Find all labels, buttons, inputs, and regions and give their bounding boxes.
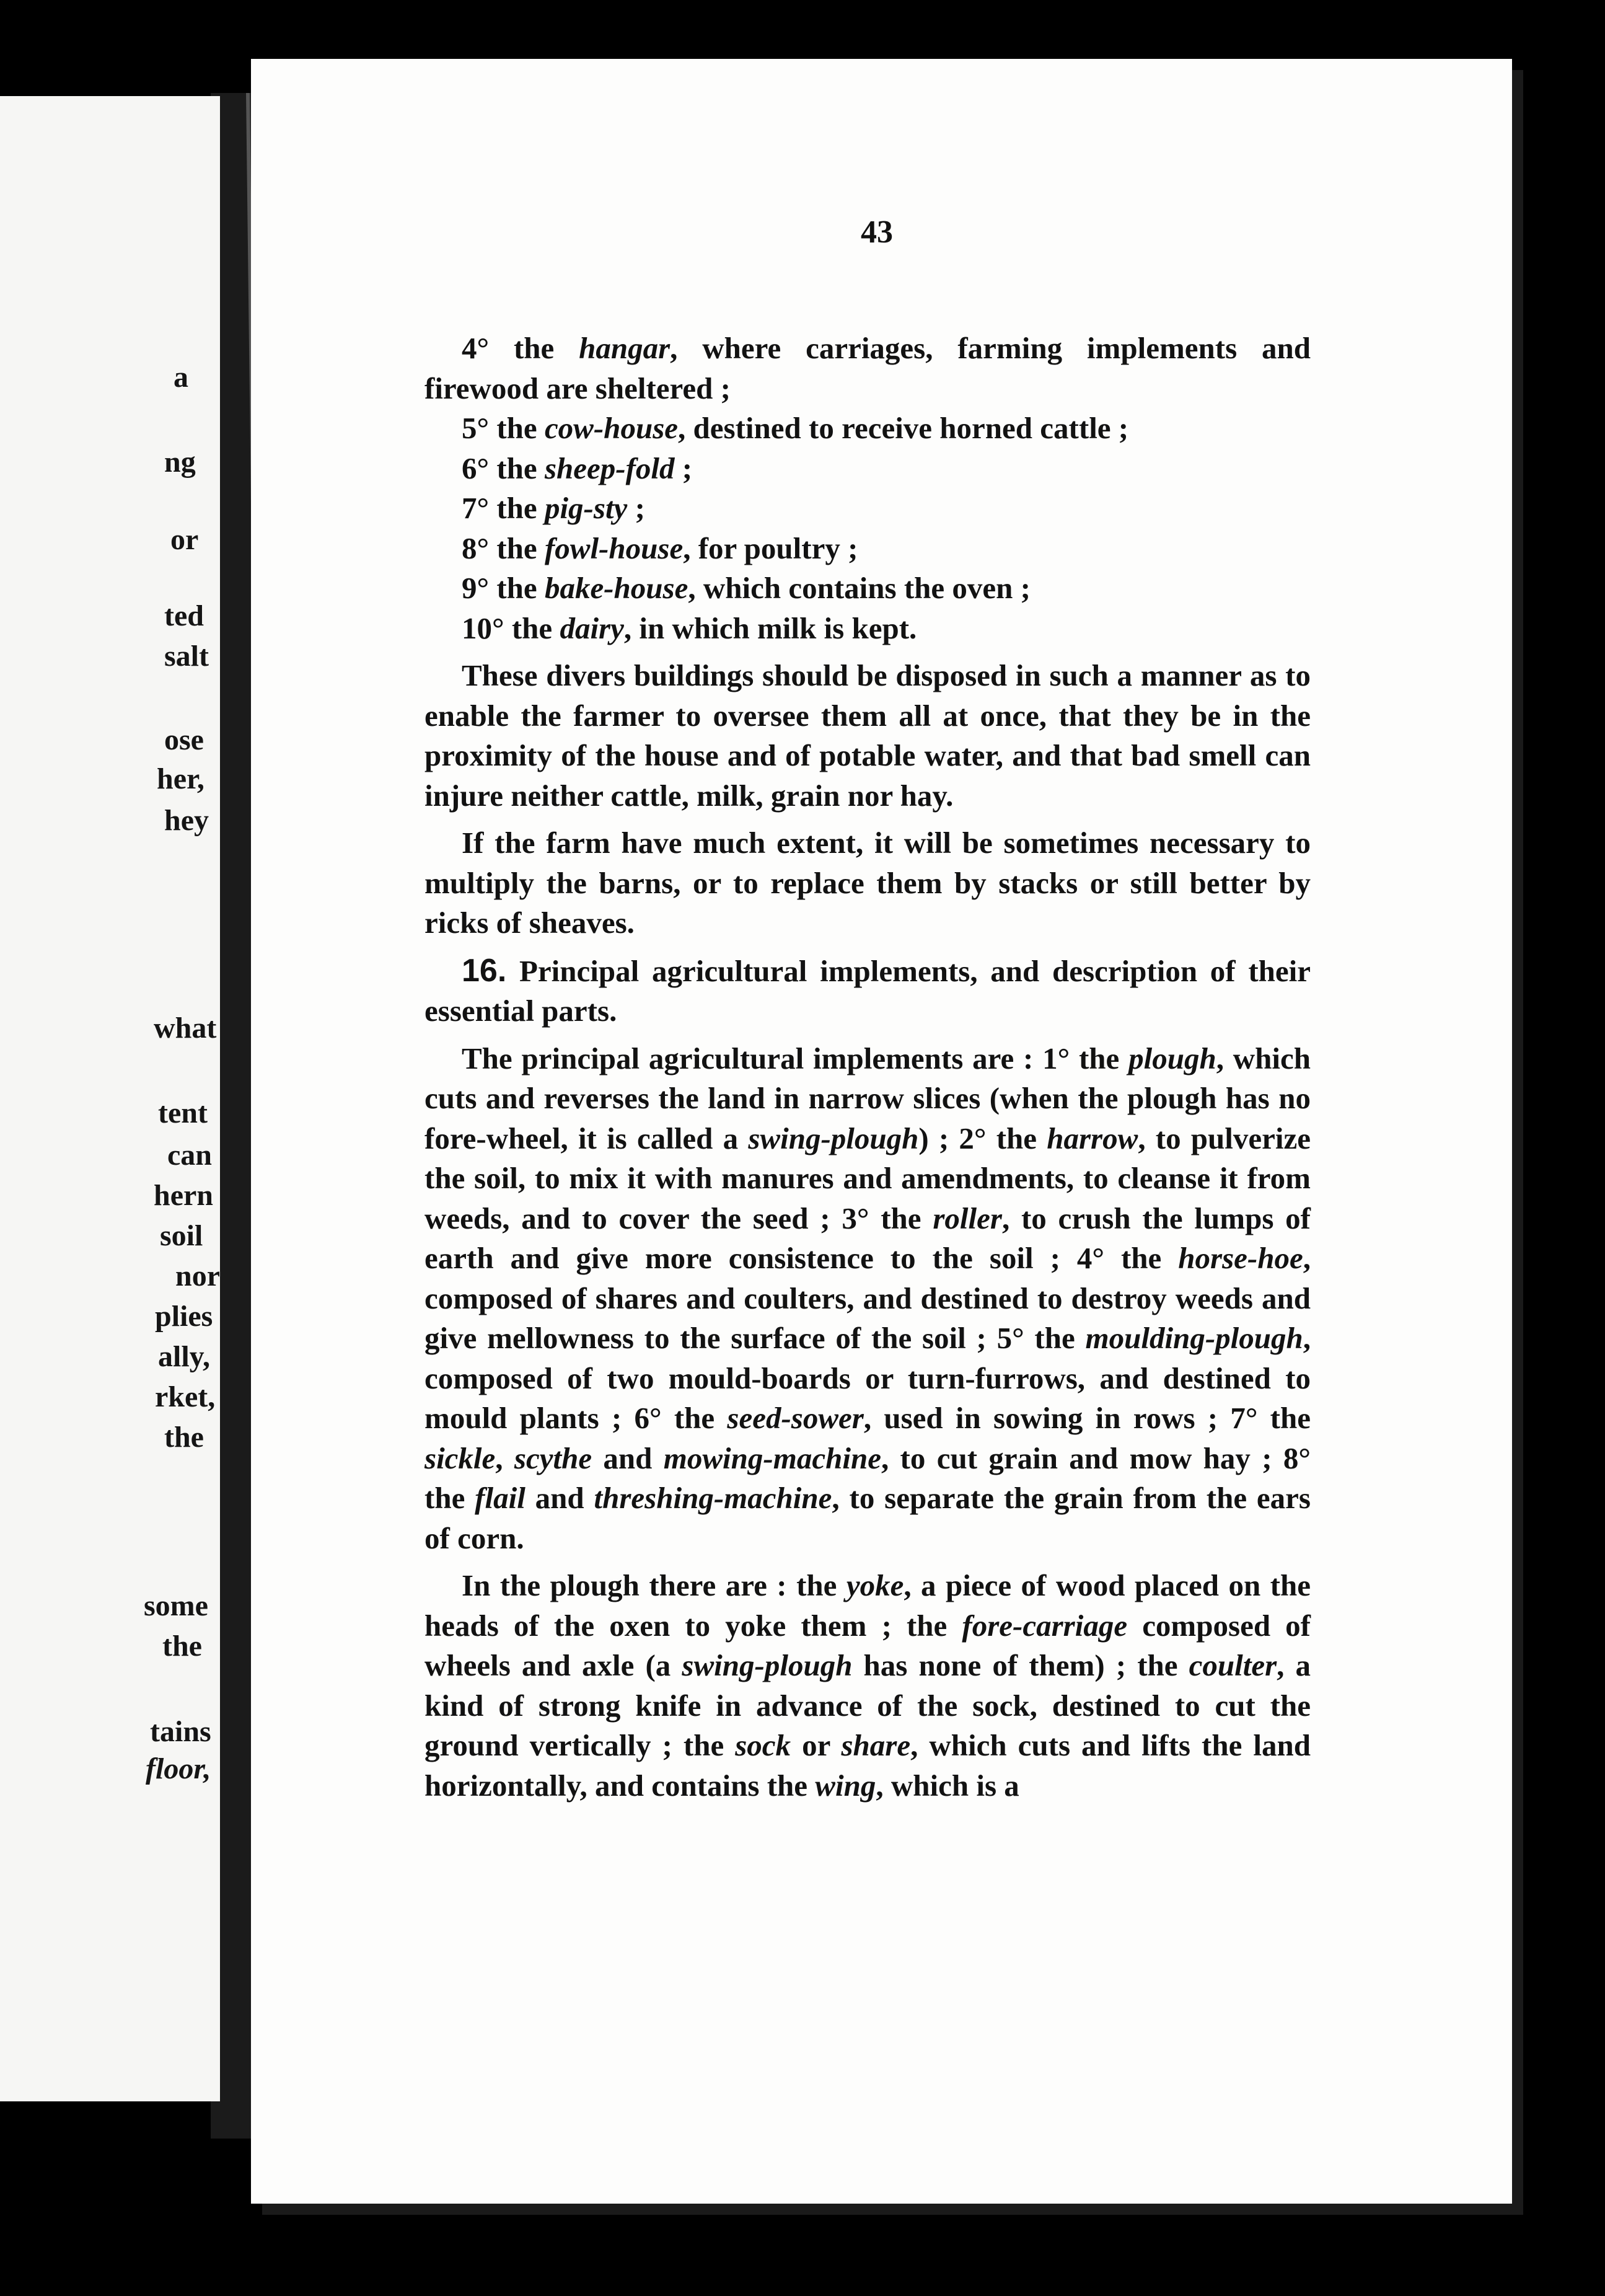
left-fragment: can [167,1139,212,1172]
paragraph-plough-parts: In the plough there are : the yoke, a piece of wood placed on the heads of the oxen to yoke them ; the fore-carriage composed of wheels and axle (a swing-plough has none of them) ; the coulter, a kind of strong knife in advance of the sock, destined to cut the ground vertically ; the sock or share, which cuts and lifts the land horizontally, and contains the wing, which is a [424,1568,1311,1803]
building-term: hangar [579,331,671,365]
list-item: 7° the pig-sty ; [462,491,645,525]
left-fragment: a [174,361,188,394]
section-heading [424,951,1311,1031]
left-fragment: nor [175,1260,220,1292]
building-term: cow-house [544,411,679,445]
left-fragment: rket, [155,1380,216,1413]
left-fragment: the [162,1630,202,1662]
building-term: dairy [560,611,624,645]
left-fragment: salt [164,640,209,673]
list-item: 6° the sheep-fold ; [462,451,693,485]
building-term: fowl-house [544,531,684,565]
list-item: 4° the hangar, where carriages, farming implements and firewood are sheltered ; [424,331,1311,405]
left-fragment: or [170,523,199,556]
left-fragment: tains [150,1715,211,1748]
building-term: sheep-fold [544,451,675,485]
buildings-list [424,408,1311,648]
left-fragment: ted [164,599,204,632]
list-item: 5° the cow-house, destined to receive horned cattle ; [462,411,1129,445]
left-fragment: her, [157,762,204,795]
left-fragment: ose [164,723,204,756]
left-fragment: ally, [158,1340,211,1373]
section-number: 16. [462,952,507,989]
left-fragment: some [144,1589,208,1622]
left-fragment: floor, [146,1752,211,1785]
left-fragment: hey [164,804,209,837]
list-item: 9° the bake-house, which contains the oven ; [462,571,1031,605]
left-fragment: hern [154,1179,213,1212]
left-fragment: soil [160,1219,203,1252]
building-term: bake-house [544,571,688,605]
paragraph-barns: If the farm have much extent, it will be sometimes necessary to multiply the barns, or to replace them by stacks or still better by ricks of sheaves. [424,826,1311,940]
page-number: 43 [861,214,893,250]
left-fragment: tent [158,1097,208,1129]
left-fragment: the [164,1421,204,1454]
left-fragment: ng [164,446,196,479]
list-item: 10° the dairy, in which milk is kept. [462,611,917,645]
paragraph-implements: The principal agricultural implements are : 1° the plough, which cuts and reverses the land in narrow slices (when the plough has no fore-wheel, it is called a swing-plough) ; 2° the harrow, to pulverize the soil, to mix it with manures and amendments, to cleanse it from weeds, and to cover the seed ; 3° the roller, to crush the lumps of earth and give more consistence to the soil ; 4° the horse-hoe, composed of shares and coulters, and destined to destroy weeds and give mellowness to the surface of the soil ; 5° the moulding-plough, composed of two mould-boards or turn-furrows, and destined to mould plants ; 6° the seed-sower, used in sowing in rows ; 7° the sickle, scythe and mowing-machine, to cut grain and mow hay ; 8° the flail and threshing-machine, to separate the grain from the ears of corn. [424,1041,1311,1555]
list-item: 8° the fowl-house, for poultry ; [462,531,858,565]
section-title: Principal agricultural implements, and description of their essential parts. [424,953,1311,1028]
page-text [424,329,1311,1806]
facing-page-edge [0,96,220,2101]
building-term: pig-sty [544,491,628,525]
left-fragment: plies [155,1300,213,1333]
left-fragment: what [154,1012,217,1044]
paragraph-buildings: These divers buildings should be disposed in such a manner as to enable the farmer to oversee them all at once, that they be in the proximity of the house and of potable water, and that bad smell can injure neither cattle, milk, grain nor hay. [424,658,1311,813]
